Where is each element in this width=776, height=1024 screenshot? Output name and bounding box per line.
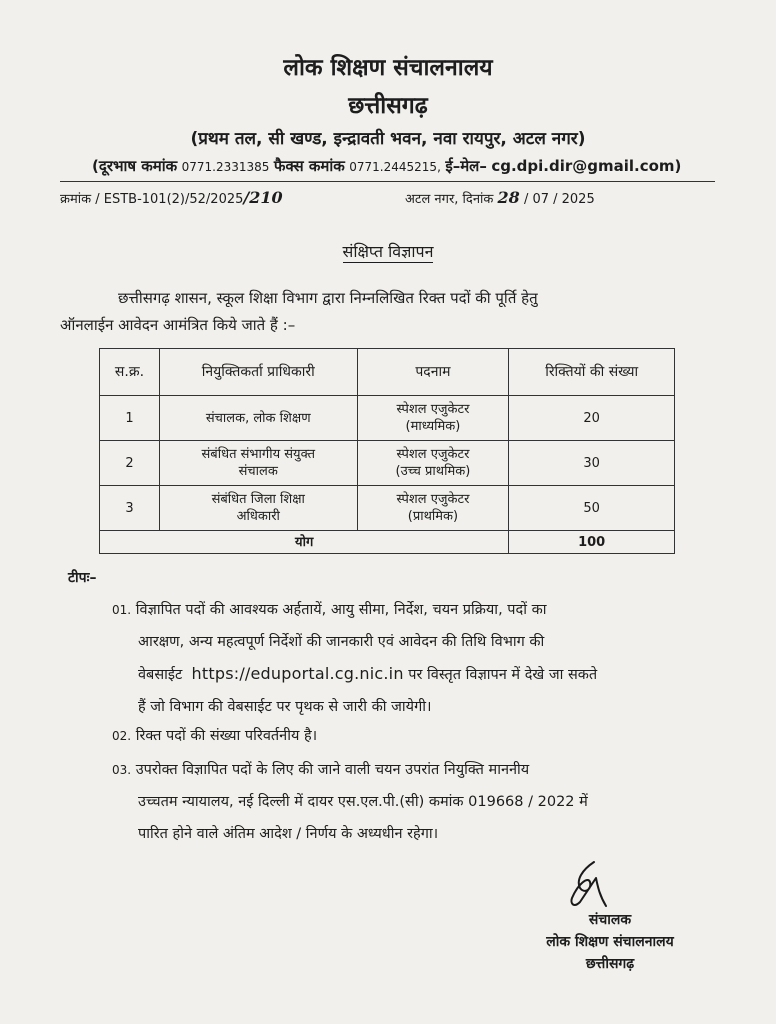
date-label: अटल नगर, दिनांक — [405, 192, 494, 207]
fax-number: 0771.2445215, — [349, 160, 441, 174]
cell-post — [357, 396, 509, 441]
fax-label: फैक्स कमांक — [273, 157, 345, 175]
cell-post — [357, 441, 509, 486]
vacancy-table — [99, 348, 675, 554]
handwritten-signature — [560, 858, 620, 914]
total-value: 100 — [509, 531, 675, 554]
subject-heading — [0, 240, 776, 262]
state-heading: छत्तीसगढ़ — [348, 93, 428, 119]
authority-line-2: अधिकारी — [236, 509, 280, 524]
note-1-line-3: वेबसाईट https://eduportal.cg.nic.in पर विस्तृत विज्ञापन में देखे जा सकते — [138, 664, 598, 683]
intro-line-2: ऑनलाईन आवेदन आमंत्रित किये जाते हैं :– — [60, 316, 296, 334]
signatory-office: लोक शिक्षण संचालनालय — [546, 934, 674, 950]
signatory-designation: संचालक — [588, 912, 632, 928]
total-label: योग — [100, 531, 509, 554]
cell-serial: 3 — [100, 486, 160, 531]
authority-line-1: संचालक, लोक शिक्षण — [205, 410, 311, 426]
cell-vacancies: 50 — [509, 486, 675, 531]
note-item-2 — [112, 720, 712, 752]
website-link[interactable]: https://eduportal.cg.nic.in — [191, 664, 404, 683]
cell-authority — [159, 396, 357, 441]
email-address: cg.dpi.dir@gmail.com) — [491, 157, 682, 175]
note-1-line-1: 01. विज्ञापित पदों की आवश्यक अर्हतायें, आयु सीमा, निर्देश, चयन प्रक्रिया, पदों का — [112, 602, 547, 618]
note-3-line-1: 03. उपरोक्त विज्ञापित पदों के लिए की जाने वाली चयन उपरांत नियुक्ति माननीय — [112, 762, 530, 778]
note-item-3 — [112, 754, 712, 850]
reference-handwritten-number: /210 — [243, 188, 283, 207]
office-heading: लोक शिक्षण संचालनालय — [283, 55, 493, 81]
note-1-line-2: आरक्षण, अन्य महत्वपूर्ण निर्देशों की जानकारी एवं आवेदन की तिथि विभाग की — [138, 634, 545, 650]
authority-line-1: संबंधित जिला शिक्षा — [211, 492, 305, 507]
table-row — [100, 441, 675, 486]
cell-vacancies: 30 — [509, 441, 675, 486]
contact-line — [92, 156, 681, 176]
table-row — [100, 486, 675, 531]
post-line-2: (प्राथमिक) — [407, 509, 459, 524]
note-number: 02. — [112, 729, 132, 743]
contact-open: ( — [92, 157, 99, 175]
note-1-line-4: हैं जो विभाग की वेबसाईट पर पृथक से जारी की जायेगी। — [138, 699, 432, 715]
post-line-1: स्पेशल एजुकेटर — [396, 447, 470, 462]
post-line-1: स्पेशल एजुकेटर — [396, 402, 470, 417]
note-item-1 — [112, 594, 712, 723]
reference-date — [405, 188, 595, 207]
subject-text: संक्षिप्त विज्ञापन — [342, 242, 434, 261]
note-3-line-2: उच्चतम न्यायालय, नई दिल्ली में दायर एस.एल.पी.(सी) कमांक 019668 / 2022 में — [138, 794, 588, 810]
notes-title: टीपः– — [68, 570, 97, 586]
email-label: ई–मेल– — [445, 157, 487, 175]
header-vacancies: रिक्तियों की संख्या — [509, 349, 675, 396]
cell-post — [357, 486, 509, 531]
note-number: 01. — [112, 603, 132, 617]
post-line-2: (उच्च प्राथमिक) — [395, 464, 471, 479]
signatory-state: छत्तीसगढ़ — [585, 956, 635, 972]
reference-prefix: क्रमांक / ESTB-101(2)/52/2025 — [60, 192, 244, 207]
header-post: पदनाम — [357, 349, 509, 396]
cell-serial: 2 — [100, 441, 160, 486]
reference-number — [60, 188, 283, 207]
cell-authority — [159, 486, 357, 531]
cell-authority — [159, 441, 357, 486]
authority-line-1: संबंधित संभागीय संयुक्त — [201, 447, 315, 462]
header-authority: नियुक्तिकर्ता प्राधिकारी — [159, 349, 357, 396]
note-number: 03. — [112, 763, 132, 777]
table-header-row — [100, 349, 675, 396]
note-3-line-3: पारित होने वाले अंतिम आदेश / निर्णय के अध्यधीन रहेगा। — [138, 826, 439, 842]
cell-vacancies: 20 — [509, 396, 675, 441]
post-line-1: स्पेशल एजुकेटर — [396, 492, 470, 507]
header-serial: स.क्र. — [100, 349, 160, 396]
date-day: 28 — [497, 188, 520, 207]
phone-number: 0771.2331385 — [181, 160, 270, 174]
date-month-year: / 07 / 2025 — [523, 192, 595, 207]
note-2-line-1: 02. रिक्त पदों की संख्या परिवर्तनीय है। — [112, 728, 318, 744]
table-row — [100, 396, 675, 441]
post-line-2: (माध्यमिक) — [405, 419, 461, 434]
table-total-row — [100, 531, 675, 554]
phone-label: दूरभाष कमांक — [98, 157, 178, 175]
cell-serial: 1 — [100, 396, 160, 441]
intro-line-1: छत्तीसगढ़ शासन, स्कूल शिक्षा विभाग द्वारा निम्नलिखित रिक्त पदों की पूर्ति हेतु — [118, 289, 538, 307]
office-address: (प्रथम तल, सी खण्ड, इन्द्रावती भवन, नवा रायपुर, अटल नगर) — [190, 129, 586, 149]
authority-line-2: संचालक — [238, 464, 278, 479]
header-divider — [60, 181, 715, 182]
